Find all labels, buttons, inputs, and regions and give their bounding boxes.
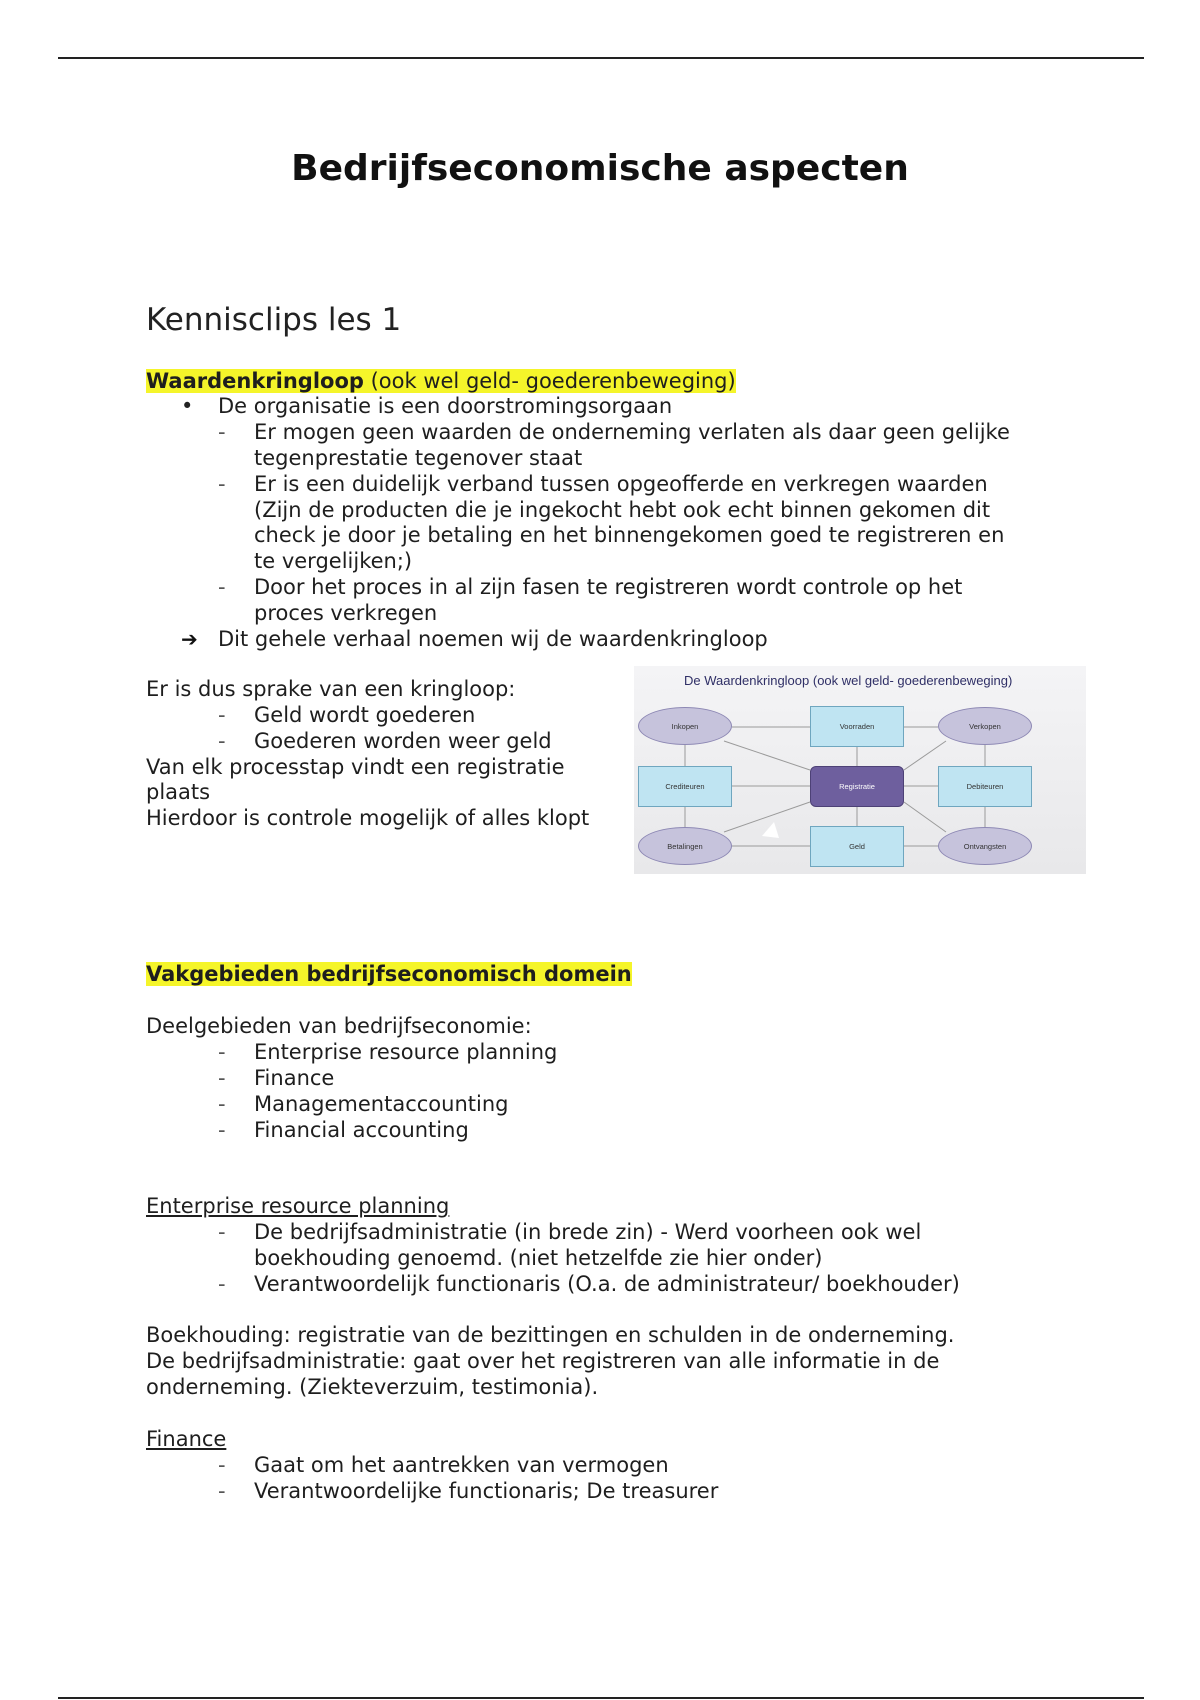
- bedrijfsadministratie-paragraph-cont: onderneming. (Ziekteverzuim, testimonia).: [146, 1375, 599, 1399]
- node-ontvangsten: Ontvangsten: [938, 827, 1032, 865]
- dash-item-2-cont-1: (Zijn de producten die je ingekocht hebt ook echt binnen gekomen dit: [254, 498, 991, 522]
- deelgebied-item: - Finance: [254, 1065, 334, 1091]
- finance-item-1: - Gaat om het aantrekken van vermogen: [254, 1452, 669, 1478]
- dash-item-1-cont: tegenprestatie tegenover staat: [254, 446, 583, 470]
- waardenkringloop-title-bold: Waardenkringloop: [146, 369, 364, 393]
- kringloop-intro: Er is dus sprake van een kringloop:: [146, 677, 516, 701]
- waardenkringloop-diagram: [634, 666, 1086, 874]
- kringloop-line-3-cont: plaats: [146, 780, 211, 804]
- kringloop-item-1: - Geld wordt goederen: [254, 702, 475, 728]
- kringloop-line-4: Hierdoor is controle mogelijk of alles klopt: [146, 806, 590, 830]
- node-crediteuren: Crediteuren: [638, 766, 732, 807]
- boekhouding-paragraph: Boekhouding: registratie van de bezittingen en schulden in de onderneming.: [146, 1323, 955, 1347]
- dash-item-2-cont-3: te vergelijken;): [254, 549, 413, 573]
- node-verkopen: Verkopen: [938, 707, 1032, 745]
- diagram-title: De Waardenkringloop (ook wel geld- goederenbeweging): [684, 673, 1013, 688]
- dash-item-3-cont: proces verkregen: [254, 601, 438, 625]
- kringloop-item-2: - Goederen worden weer geld: [254, 728, 552, 754]
- diagram-arrowhead: [762, 822, 779, 838]
- top-rule: [58, 57, 1144, 59]
- bullet-doorstromingsorgaan: • De organisatie is een doorstromingsorgaan: [218, 393, 672, 419]
- finance-item-2: - Verantwoordelijke functionaris; De treasurer: [254, 1478, 718, 1504]
- deelgebied-item: - Enterprise resource planning: [254, 1039, 557, 1065]
- arrow-conclusion: Dit gehele verhaal noemen wij de waardenkringloop: [218, 627, 768, 651]
- deelgebied-item: - Managementaccounting: [254, 1091, 508, 1117]
- dash-item-3: - Door het proces in al zijn fasen te registreren wordt controle op het: [254, 574, 962, 600]
- deelgebied-item: - Financial accounting: [254, 1117, 469, 1143]
- waardenkringloop-title: [146, 368, 736, 394]
- node-geld: Geld: [810, 826, 904, 867]
- erp-title: Enterprise resource planning: [146, 1194, 450, 1218]
- finance-title: Finance: [146, 1427, 227, 1451]
- dash-item-2: - Er is een duidelijk verband tussen opgeofferde en verkregen waarden: [254, 471, 988, 497]
- node-inkopen: Inkopen: [638, 707, 732, 745]
- erp-item-1: - De bedrijfsadministratie (in brede zin) - Werd voorheen ook wel: [254, 1219, 921, 1245]
- section-heading: Kennisclips les 1: [146, 302, 402, 338]
- vakgebieden-title: [146, 961, 632, 987]
- node-registratie: Registratie: [810, 766, 904, 807]
- bottom-rule: [58, 1697, 1144, 1699]
- page-title: Bedrijfseconomische aspecten: [291, 148, 909, 189]
- dash-item-2-cont-2: check je door je betaling en het binnengekomen goed te registreren en: [254, 523, 1005, 547]
- node-betalingen: Betalingen: [638, 827, 732, 865]
- deelgebieden-intro: Deelgebieden van bedrijfseconomie:: [146, 1014, 532, 1038]
- vakgebieden-title-text: Vakgebieden bedrijfseconomisch domein: [146, 962, 632, 986]
- bedrijfsadministratie-paragraph: De bedrijfsadministratie: gaat over het registreren van alle informatie in de: [146, 1349, 940, 1373]
- waardenkringloop-title-rest: (ook wel geld- goederenbeweging): [363, 369, 736, 393]
- node-debiteuren: Debiteuren: [938, 766, 1032, 807]
- kringloop-line-3: Van elk processtap vindt een registratie: [146, 755, 565, 779]
- erp-item-2: - Verantwoordelijk functionaris (O.a. de administrateur/ boekhouder): [254, 1271, 960, 1297]
- arrow-right-icon: ➔: [181, 627, 198, 651]
- node-voorraden: Voorraden: [810, 706, 904, 747]
- dash-item-1: - Er mogen geen waarden de onderneming verlaten als daar geen gelijke: [254, 419, 1010, 445]
- erp-item-1-cont: boekhouding genoemd. (niet hetzelfde zie hier onder): [254, 1246, 823, 1270]
